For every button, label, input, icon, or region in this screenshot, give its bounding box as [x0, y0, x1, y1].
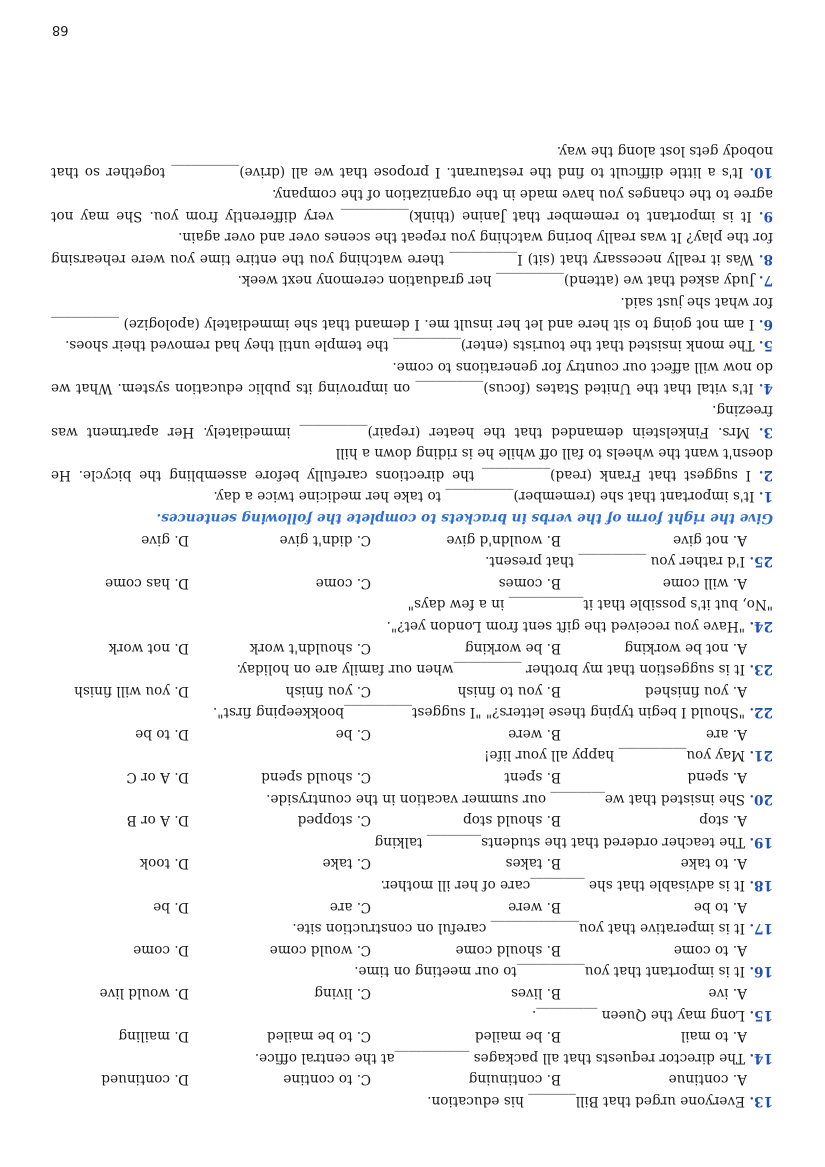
answer-option: C. would come: [269, 941, 371, 958]
answer-option: C. to contine: [283, 1071, 371, 1088]
question-number: 18.: [749, 877, 773, 894]
answer-options: [51, 766, 773, 788]
question-number: 10.: [749, 164, 773, 181]
fill-question: [51, 485, 773, 507]
answer-option: A. will come: [662, 574, 747, 591]
answer-option: A. to come: [673, 941, 747, 958]
answer-option: D. took: [139, 855, 189, 872]
mc-question-stem: [51, 960, 773, 982]
answer-option: A. ive: [708, 985, 747, 1002]
answer-options: [51, 809, 773, 831]
answer-option: C. take: [322, 855, 371, 872]
question-number: 24.: [749, 617, 773, 634]
question-text: Long may the Queen _________.: [531, 1006, 746, 1023]
question-text: It is important to remember that Janine (think)__________ very differently from you. She may not agree to the changes you have made in the organization of the company.: [51, 186, 773, 224]
question-text: It is important that you__________to our meeting on time.: [354, 963, 746, 980]
question-text: I am not going to sit here and let her insult me. I demand that she immediately (apologize) __________ for what she just said.: [51, 294, 773, 332]
answer-option: B. should come: [455, 941, 561, 958]
answer-option: D. A or C: [126, 769, 189, 786]
fill-question: [51, 182, 773, 225]
answer-option: A. you finished: [644, 682, 747, 699]
answer-option: C. be: [335, 725, 371, 742]
question-text: It's important that she (remember)__________ to take her medicine twice a day.: [213, 488, 755, 505]
question-text: It is advisable that she ________care of her ill mother.: [380, 877, 746, 894]
question-text: Everyone urged that Bill_______ his education.: [427, 1093, 746, 1109]
answer-options: [51, 528, 773, 550]
fill-question: [51, 442, 773, 485]
mc-question-stem: [51, 614, 773, 636]
question-text: The monk insisted that the tourists (enter)__________ the temple until they had removed their shoes.: [65, 337, 755, 354]
mc-question-stem: [51, 873, 773, 895]
answer-options: [51, 571, 773, 593]
answer-options: [51, 679, 773, 701]
question-number: 15.: [749, 1006, 773, 1023]
answer-option: C. to be mailed: [266, 1028, 371, 1045]
mc-question-stem: [51, 787, 773, 809]
answer-option: B. be working: [464, 639, 561, 656]
question-number: 1.: [758, 488, 773, 505]
answer-options: [51, 852, 773, 874]
answer-option: A. not give: [673, 531, 747, 548]
answer-option: C. living: [314, 985, 371, 1002]
question-text: "Should I begin typing these letters?" "I suggest__________bookkeeping first".: [212, 704, 746, 721]
answer-option: A. stop: [699, 812, 747, 829]
answer-options: [51, 895, 773, 917]
answer-option: D. not work: [108, 639, 189, 656]
answer-option: A. spend: [687, 769, 747, 786]
fill-question: [51, 139, 773, 182]
question-text: The teacher ordered that the students________ talking: [374, 833, 746, 850]
answer-options: [51, 1025, 773, 1047]
question-number: 20.: [749, 790, 773, 807]
answer-option: A. to take: [680, 855, 747, 872]
answer-option: B. takes: [505, 855, 561, 872]
answer-options: [51, 938, 773, 960]
exercise-content: [51, 139, 773, 1111]
answer-options: [51, 722, 773, 744]
fill-question: [51, 334, 773, 356]
question-text: Mrs. Finkelstein demanded that the heater (repair)__________ immediately. Her apartment was freezing.: [51, 402, 773, 440]
answer-option: B. spent: [504, 769, 561, 786]
answer-option: B. were: [508, 898, 561, 915]
answer-option: D. has come: [105, 574, 189, 591]
answer-option: D. give: [141, 531, 189, 548]
section-heading: Give the right form of the verbs in brackets to complete the following sentences.: [156, 509, 773, 526]
answer-option: D. be: [153, 898, 189, 915]
question-number: 7.: [758, 272, 773, 289]
answer-option: D. continued: [101, 1071, 189, 1088]
question-number: 5.: [758, 337, 773, 354]
mc-question-stem: [51, 744, 773, 766]
fill-question: [51, 269, 773, 291]
question-text: I suggest that Frank (read)__________ the directions carefully before assembling the bicycle. He doesn't want the wheels to fall off while he is riding down a hill: [51, 445, 773, 483]
question-text: May you__________ happy all your life!: [484, 747, 746, 764]
answer-option: C. didn't give: [279, 531, 371, 548]
question-number: 2.: [758, 466, 773, 483]
answer-option: C. are: [329, 898, 371, 915]
mc-question-stem: [51, 830, 773, 852]
answer-option: C. should spend: [261, 769, 371, 786]
answer-option: B. continuing: [468, 1071, 561, 1088]
question-number: 14.: [749, 1049, 773, 1066]
answer-option: A. not be working: [624, 639, 747, 656]
mc-question-stem: [51, 701, 773, 723]
fill-question: [51, 226, 773, 269]
question-number: 22.: [749, 704, 773, 721]
mc-question-stem: [51, 1003, 773, 1025]
question-text-line2: "No, but it's possible that it___________ in a few days": [407, 596, 773, 613]
answer-option: D. to be: [135, 725, 189, 742]
question-number: 21.: [749, 747, 773, 764]
fill-question: [51, 398, 773, 441]
answer-option: D. come: [133, 941, 189, 958]
answer-option: B. be mailed: [474, 1028, 561, 1045]
question-text: It's a little difficult to find the restaurant. I propose that we all (drive)__________ together so that nobody gets lost along the way.: [51, 142, 773, 181]
answer-options: [51, 1068, 773, 1090]
mc-question-stem: [51, 1046, 773, 1068]
answer-options: [51, 636, 773, 658]
question-text: The director requests that all packages ___________at the central office.: [254, 1049, 746, 1066]
question-text: It's vital that the United States (focus)__________ on improving its public education system. What we do now will affect our country for generations to come.: [51, 358, 773, 397]
question-number: 23.: [749, 661, 773, 678]
answer-option: C. stopped: [297, 812, 371, 829]
question-number: 4.: [758, 380, 773, 397]
answer-option: C. shouldn't work: [249, 639, 371, 656]
fill-question: [51, 355, 773, 398]
answer-option: A. are: [705, 725, 747, 742]
question-text: Judy asked that we (attend)__________ her graduation ceremony next week.: [237, 272, 755, 289]
question-text: It is imperative that you_____________ careful on construction site.: [292, 920, 746, 937]
question-number: 13.: [749, 1093, 773, 1109]
question-number: 3.: [758, 423, 773, 440]
question-number: 9.: [758, 207, 773, 224]
answer-option: D. would live: [99, 985, 189, 1002]
mc-question-stem: [51, 658, 773, 680]
question-number: 19.: [749, 833, 773, 850]
answer-option: D. A or B: [126, 812, 189, 829]
mc-question-stem: [51, 550, 773, 572]
question-number: 8.: [758, 250, 773, 267]
answer-option: A. to mail: [680, 1028, 747, 1045]
question-text: I'd rather you __________ that present.: [485, 553, 746, 570]
question-number: 16.: [749, 963, 773, 980]
answer-option: B. wouldn'd give: [446, 531, 561, 548]
answer-option: B. lives: [510, 985, 561, 1002]
mc-question-line: [51, 593, 773, 615]
fill-question: [51, 290, 773, 333]
question-number: 17.: [749, 920, 773, 937]
mc-question-stem: [51, 917, 773, 939]
answer-option: B. comes: [498, 574, 561, 591]
answer-option: D. you will finish: [74, 682, 189, 699]
answer-option: A. to be: [693, 898, 747, 915]
answer-option: B. you to finish: [457, 682, 561, 699]
answer-option: A. continue: [668, 1071, 747, 1088]
answer-options: [51, 981, 773, 1003]
answer-option: C. come: [315, 574, 371, 591]
answer-option: C. you finish: [285, 682, 371, 699]
question-text: She insisted that we________ our summer vacation in the countryside.: [266, 790, 746, 807]
answer-option: B. were: [508, 725, 561, 742]
mc-question-stem: [51, 1089, 773, 1111]
question-number: 25.: [749, 553, 773, 570]
question-text: "Have you received the gift sent from London yet?".: [386, 617, 746, 634]
answer-option: D. mailing: [118, 1028, 189, 1045]
question-text: It is suggestion that my brother __________when our family are on holiday.: [236, 661, 746, 678]
question-number: 6.: [758, 315, 773, 332]
page-number: 68: [52, 22, 69, 37]
answer-option: B. should stop: [463, 812, 561, 829]
question-text: Was it really necessary that (sit) I__________ there watching you the entire time you were rehearsing for the play? It was really boring watching you repeat the scenes over and over again.: [51, 229, 773, 267]
